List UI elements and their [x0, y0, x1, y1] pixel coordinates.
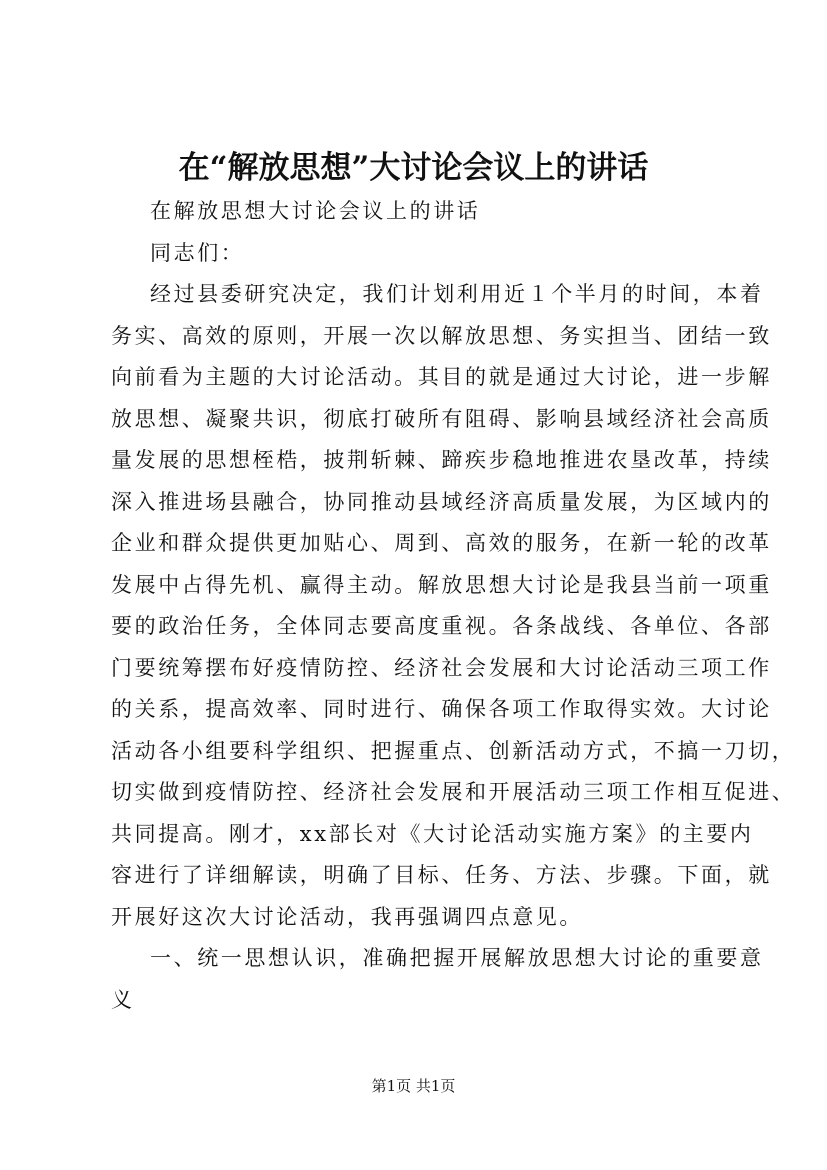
body-line: 共同提高。刚才，xx部长对《大讨论活动实施方案》的主要内 — [111, 821, 754, 846]
body-line: 企业和群众提供更加贴心、周到、高效的服务，在新一轮的改革 — [111, 531, 772, 555]
body-line: 务实、高效的原则，开展一次以解放思想、务实担当、团结一致 — [111, 323, 772, 348]
body-line: 容进行了详细解读，明确了目标、任务、方法、步骤。下面，就 — [111, 863, 772, 887]
body-line: 门要统筹摆布好疫情防控、经济社会发展和大讨论活动三项工作 — [111, 655, 772, 680]
body-line: 发展中占得先机、赢得主动。解放思想大讨论是我县当前一项重 — [111, 572, 772, 597]
body-line: 活动各小组要科学组织、把握重点、创新活动方式，不搞一刀切， — [111, 738, 796, 763]
body-line: 开展好这次大讨论活动，我再强调四点意见。 — [111, 904, 583, 929]
body-line: 向前看为主题的大讨论活动。其目的就是通过大讨论，进一步解 — [111, 365, 772, 389]
body-line: 量发展的思想桎梏，披荆斩棘、蹄疾步稳地推进农垦改革，持续 — [111, 448, 772, 472]
body-line: 深入推进场县融合，协同推动县域经济高质量发展，为区域内的 — [111, 489, 772, 514]
body-line: 放思想、凝聚共识，彻底打破所有阻碍、影响县域经济社会高质 — [111, 406, 772, 431]
section-heading-line: 一、统一思想认识，准确把握开展解放思想大讨论的重要意 — [150, 946, 764, 970]
body-line: 切实做到疫情防控、经济社会发展和开展活动三项工作相互促进、 — [111, 780, 796, 804]
document-body — [111, 191, 796, 1021]
subtitle-line: 在解放思想大讨论会议上的讲话 — [150, 199, 481, 223]
salutation-line: 同志们： — [150, 240, 245, 265]
page-footer: 第1页 共1页 — [371, 1077, 456, 1095]
document-title: 在“解放思想”大讨论会议上的讲话 — [178, 150, 649, 186]
body-line: 的关系，提高效率、同时进行、确保各项工作取得实效。大讨论 — [111, 697, 772, 721]
section-heading-line: 义 — [111, 987, 135, 1012]
body-line: 经过县委研究决定，我们计划利用近１个半月的时间，本着 — [150, 282, 764, 306]
body-line: 要的政治任务，全体同志要高度重视。各条战线、各单位、各部 — [111, 614, 772, 638]
